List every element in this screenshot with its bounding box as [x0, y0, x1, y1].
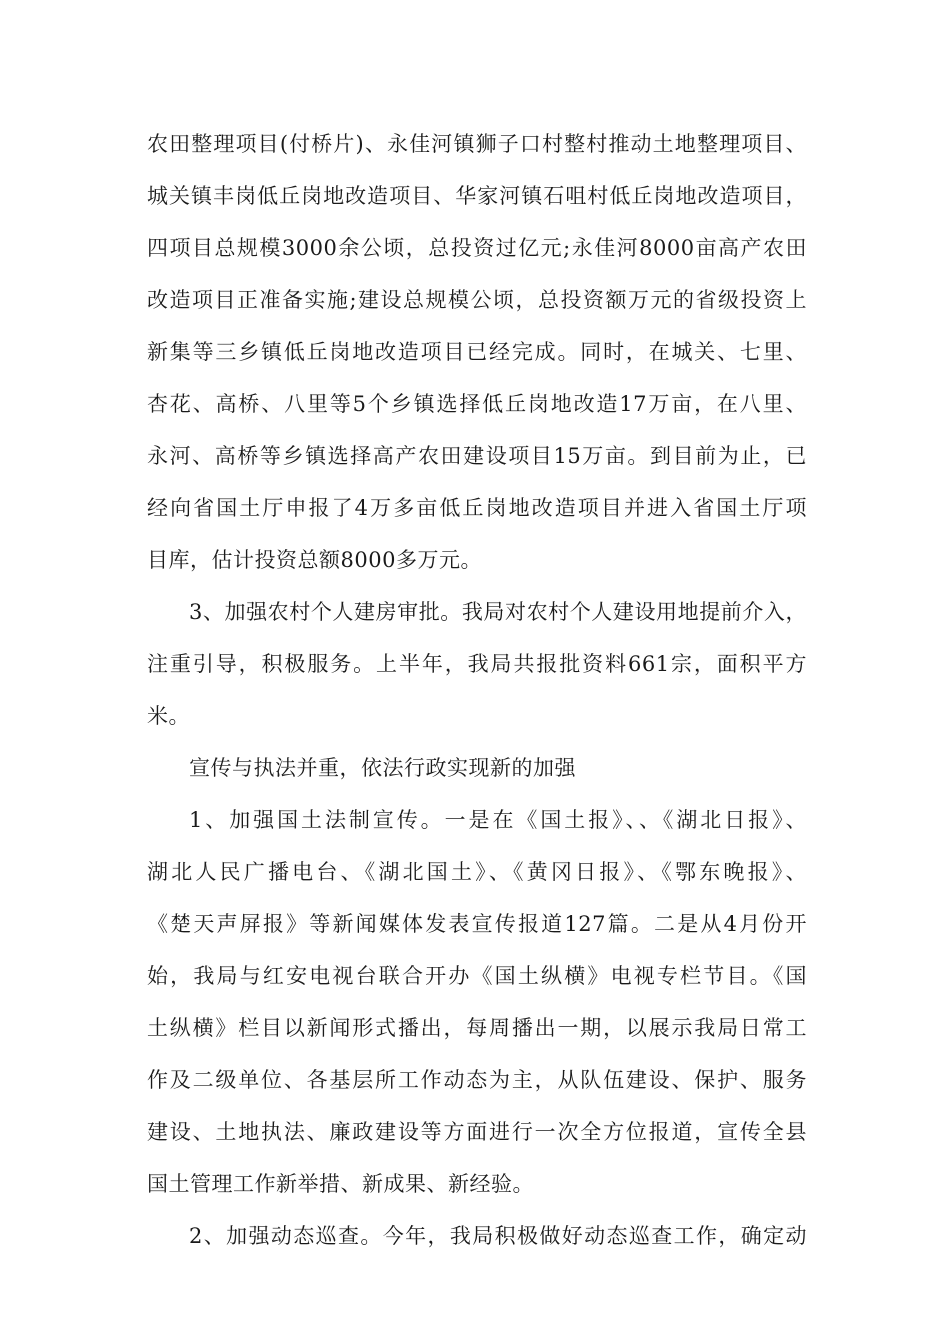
text-line: 1、加强国土法制宣传。一是在《国土报》、、《湖北日报》、 [189, 808, 807, 832]
text-line: 《楚天声屏报》等新闻媒体发表宣传报道127篇。二是从4月份开 [147, 912, 807, 936]
text-line: 3、加强农村个人建房审批。我局对农村个人建设用地提前介入， [189, 600, 807, 624]
text-line: 城关镇丰岗低丘岗地改造项目、华家河镇石咀村低丘岗地改造项目， [147, 184, 807, 208]
text-line: 永河、高桥等乡镇选择高产农田建设项目15万亩。到目前为止，已 [147, 444, 807, 468]
text-line: 始，我局与红安电视台联合开办《国土纵横》电视专栏节目。《国 [147, 964, 807, 988]
section-heading-text: 宣传与执法并重，依法行政实现新的加强 [189, 756, 576, 780]
text-line: 改造项目正准备实施;建设总规模公顷，总投资额万元的省级投资上 [147, 288, 807, 312]
text-line: 四项目总规模3000余公顷，总投资过亿元;永佳河8000亩高产农田 [147, 236, 807, 260]
paragraph-housing-approval [147, 596, 807, 752]
text-line: 目库，估计投资总额8000多万元。 [147, 548, 482, 572]
text-line: 经向省国土厅申报了4万多亩低丘岗地改造项目并进入省国土厅项 [147, 496, 807, 520]
text-line: 土纵横》栏目以新闻形式播出，每周播出一期，以展示我局日常工 [147, 1016, 807, 1040]
text-line: 新集等三乡镇低丘岗地改造项目已经完成。同时，在城关、七里、 [147, 340, 807, 364]
section-heading [147, 752, 807, 804]
text-line: 作及二级单位、各基层所工作动态为主，从队伍建设、保护、服务 [147, 1068, 807, 1092]
document-body [147, 128, 807, 1272]
paragraph-land-projects [147, 128, 807, 596]
paragraph-publicity [147, 804, 807, 1220]
text-line: 杏花、高桥、八里等5个乡镇选择低丘岗地改造17万亩，在八里、 [147, 392, 807, 416]
text-line: 农田整理项目(付桥片)、永佳河镇狮子口村整村推动土地整理项目、 [147, 132, 807, 156]
text-line: 建设、土地执法、廉政建设等方面进行一次全方位报道，宣传全县 [147, 1120, 807, 1144]
text-line: 国土管理工作新举措、新成果、新经验。 [147, 1172, 534, 1196]
text-line: 2、加强动态巡查。今年，我局积极做好动态巡查工作，确定动 [189, 1224, 807, 1248]
text-line: 注重引导，积极服务。上半年，我局共报批资料661宗，面积平方 [147, 652, 807, 676]
text-line: 湖北人民广播电台、《湖北国土》、《黄冈日报》、《鄂东晚报》、 [147, 860, 807, 884]
paragraph-patrol [147, 1220, 807, 1272]
text-line: 米。 [147, 704, 190, 728]
